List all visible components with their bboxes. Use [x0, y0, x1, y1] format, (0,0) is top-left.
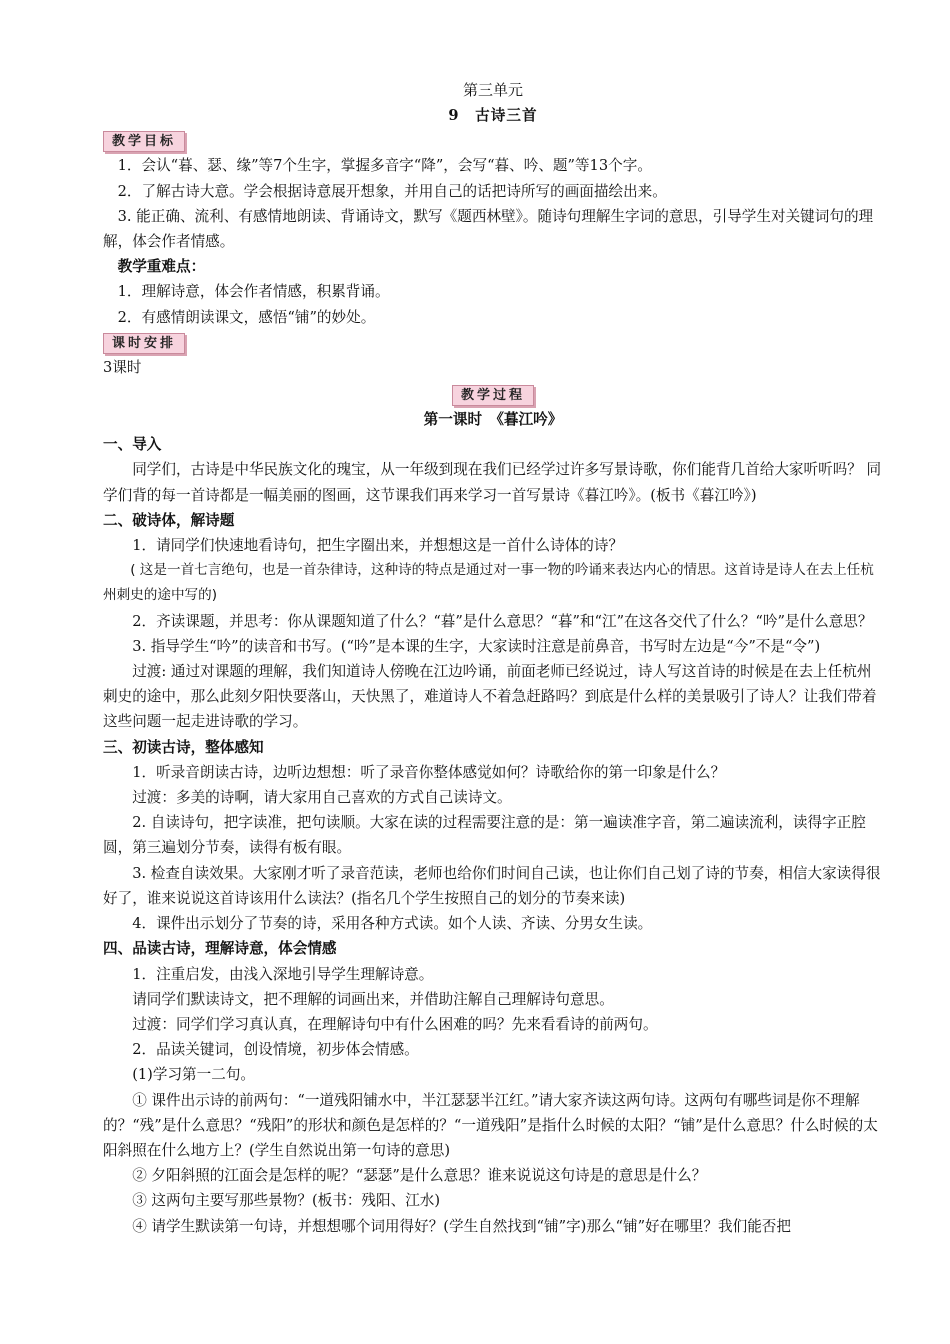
heading-3: 三、初读古诗，整体感知: [103, 738, 264, 756]
lesson-name: 古诗三首: [475, 107, 538, 125]
goal-item-3: 3. 能正确、流利、有感情地朗读、背诵诗文，默写《题西林壁》。随诗句理解生字词的意思，引导学生对关键词句的理解，体会作者情感。: [103, 207, 874, 251]
paragraph-4-1: 1．注重启发，由浅入深地引导学生理解诗意。: [132, 965, 434, 983]
paragraph-3-2: 2. 自读诗句，把字读准，把句读顺。大家在读的过程需要注意的是：第一遍读准字音，第二遍读流利，读得字正腔圆，第三遍划分节奏，读得有板有眼。: [103, 814, 866, 857]
circle-item-3: ③ 这两句主要写那些景物？(板书：残阳、江水): [132, 1192, 441, 1210]
key-points-label: 教学重难点：: [117, 258, 206, 276]
circle-item-1: ① 课件出示诗的前两句：“一道残阳铺水中，半江瑟瑟半江红。”请大家齐读这两句诗。这两句有哪些词是你不理解的？“残”是什么意思？“残阳”的形状和颜色是怎样的？“一道残阳”是指什么时候的太阳？“铺”是什么意思？什么时候的太阳斜照在什么地方上？(学生自然说出第一句诗的意思): [103, 1091, 878, 1159]
schedule-badge: 课时安排: [103, 333, 185, 354]
paragraph-2-3: 3. 指导学生“吟”的读音和书写。(“吟”是本课的生字，大家读时注意是前鼻音，书写时左边是“今”不是“令”): [132, 637, 821, 655]
heading-4: 四、品读古诗，理解诗意，体会情感: [103, 940, 337, 958]
lesson-title: [103, 103, 883, 128]
paragraph-2-note: ( 这是一首七言绝句，也是一首杂律诗，这种诗的特点是通过对一事一物的吟诵来表达内心的情思。这首诗是诗人在去上任杭州刺史的途中写的): [103, 562, 874, 604]
paragraph-2-2: 2．齐读课题，并思考：你从课题知道了什么？“暮”是什么意思？“暮”和“江”在这各交代了什么？“吟”是什么意思？: [132, 612, 873, 630]
paragraph-4-transition: 过渡：同学们学习真认真，在理解诗句中有什么困难的吗？先来看看诗的前两句。: [132, 1015, 658, 1033]
paragraph-2-transition: 过渡: 通过对课题的理解，我们知道诗人傍晚在江边吟诵，前面老师已经说过，诗人写这首诗的时候是在去上任杭州刺史的途中，那么此刻夕阳快要落山，天快黑了，难道诗人不着急赶路吗？到底是什么样的美景吸引了诗人？让我们带着这些问题一起走进诗歌的学习。: [103, 663, 877, 731]
key-item-2: 2．有感情朗读课文，感悟“铺”的妙处。: [117, 308, 376, 326]
heading-1: 一、导入: [103, 436, 162, 454]
paragraph-4-2: 2．品读关键词，创设情境，初步体会情感。: [132, 1041, 419, 1059]
paragraph-3-transition: 过渡：多美的诗啊，请大家用自己喜欢的方式自己读诗文。: [132, 789, 512, 807]
goals-badge: 教学目标: [103, 131, 185, 152]
goal-item-2: 2．了解古诗大意。学会根据诗意展开想象，并用自己的话把诗所写的画面描绘出来。: [117, 182, 667, 200]
unit-title: 第三单元: [462, 81, 523, 99]
circle-item-4: ④ 请学生默读第一句诗，并想想哪个词用得好？(学生自然找到“铺”字)那么“铺”好在哪里？我们能否把: [132, 1217, 791, 1235]
paragraph-3-3: 3. 检查自读效果。大家刚才听了录音范读，老师也给你们时间自己读，也让你们自己划了诗的节奏，相信大家读得很好了，谁来说说这首诗该用什么读法？(指名几个学生按照自己的划分的节奏来读): [103, 864, 881, 907]
schedule-value: 3课时: [103, 358, 142, 376]
key-item-1: 1．理解诗意，体会作者情感，积累背诵。: [117, 283, 390, 301]
paragraph-intro: 同学们，古诗是中华民族文化的瑰宝，从一年级到现在我们已经学过许多写景诗歌，你们能背几首给大家听听吗？ 同学们背的每一首诗都是一幅美丽的图画，这节课我们再来学习一首写景诗《暮江吟》。(板书《暮江吟》): [103, 461, 882, 504]
goal-item-1: 1．会认“暮、瑟、缘”等7个生字，掌握多音字“降”，会写“暮、吟、题”等13个字。: [117, 157, 652, 175]
paragraph-3-4: 4．课件出示划分了节奏的诗，采用各种方式读。如个人读、齐读、分男女生读。: [132, 915, 653, 933]
lesson-number: 9: [448, 107, 460, 125]
circle-item-2: ② 夕阳斜照的江面会是怎样的呢？“瑟瑟”是什么意思？谁来说说这句诗是的意思是什么？: [132, 1167, 707, 1185]
document-page: [103, 78, 883, 1239]
process-badge: 教学过程: [452, 385, 534, 406]
period-title: 第一课时 《暮江吟》: [423, 411, 563, 429]
paragraph-3-1: 1．听录音朗读古诗，边听边想想：听了录音你整体感觉如何？诗歌给你的第一印象是什么？: [132, 763, 726, 781]
paragraph-4-2a: (1)学习第一二句。: [132, 1066, 256, 1084]
heading-2: 二、破诗体，解诗题: [103, 511, 235, 529]
paragraph-4-1a: 请同学们默读诗文，把不理解的词画出来，并借助注解自己理解诗句意思。: [132, 990, 614, 1008]
paragraph-2-1: 1．请同学们快速地看诗句，把生字圈出来，并想想这是一首什么诗体的诗？: [132, 537, 624, 555]
